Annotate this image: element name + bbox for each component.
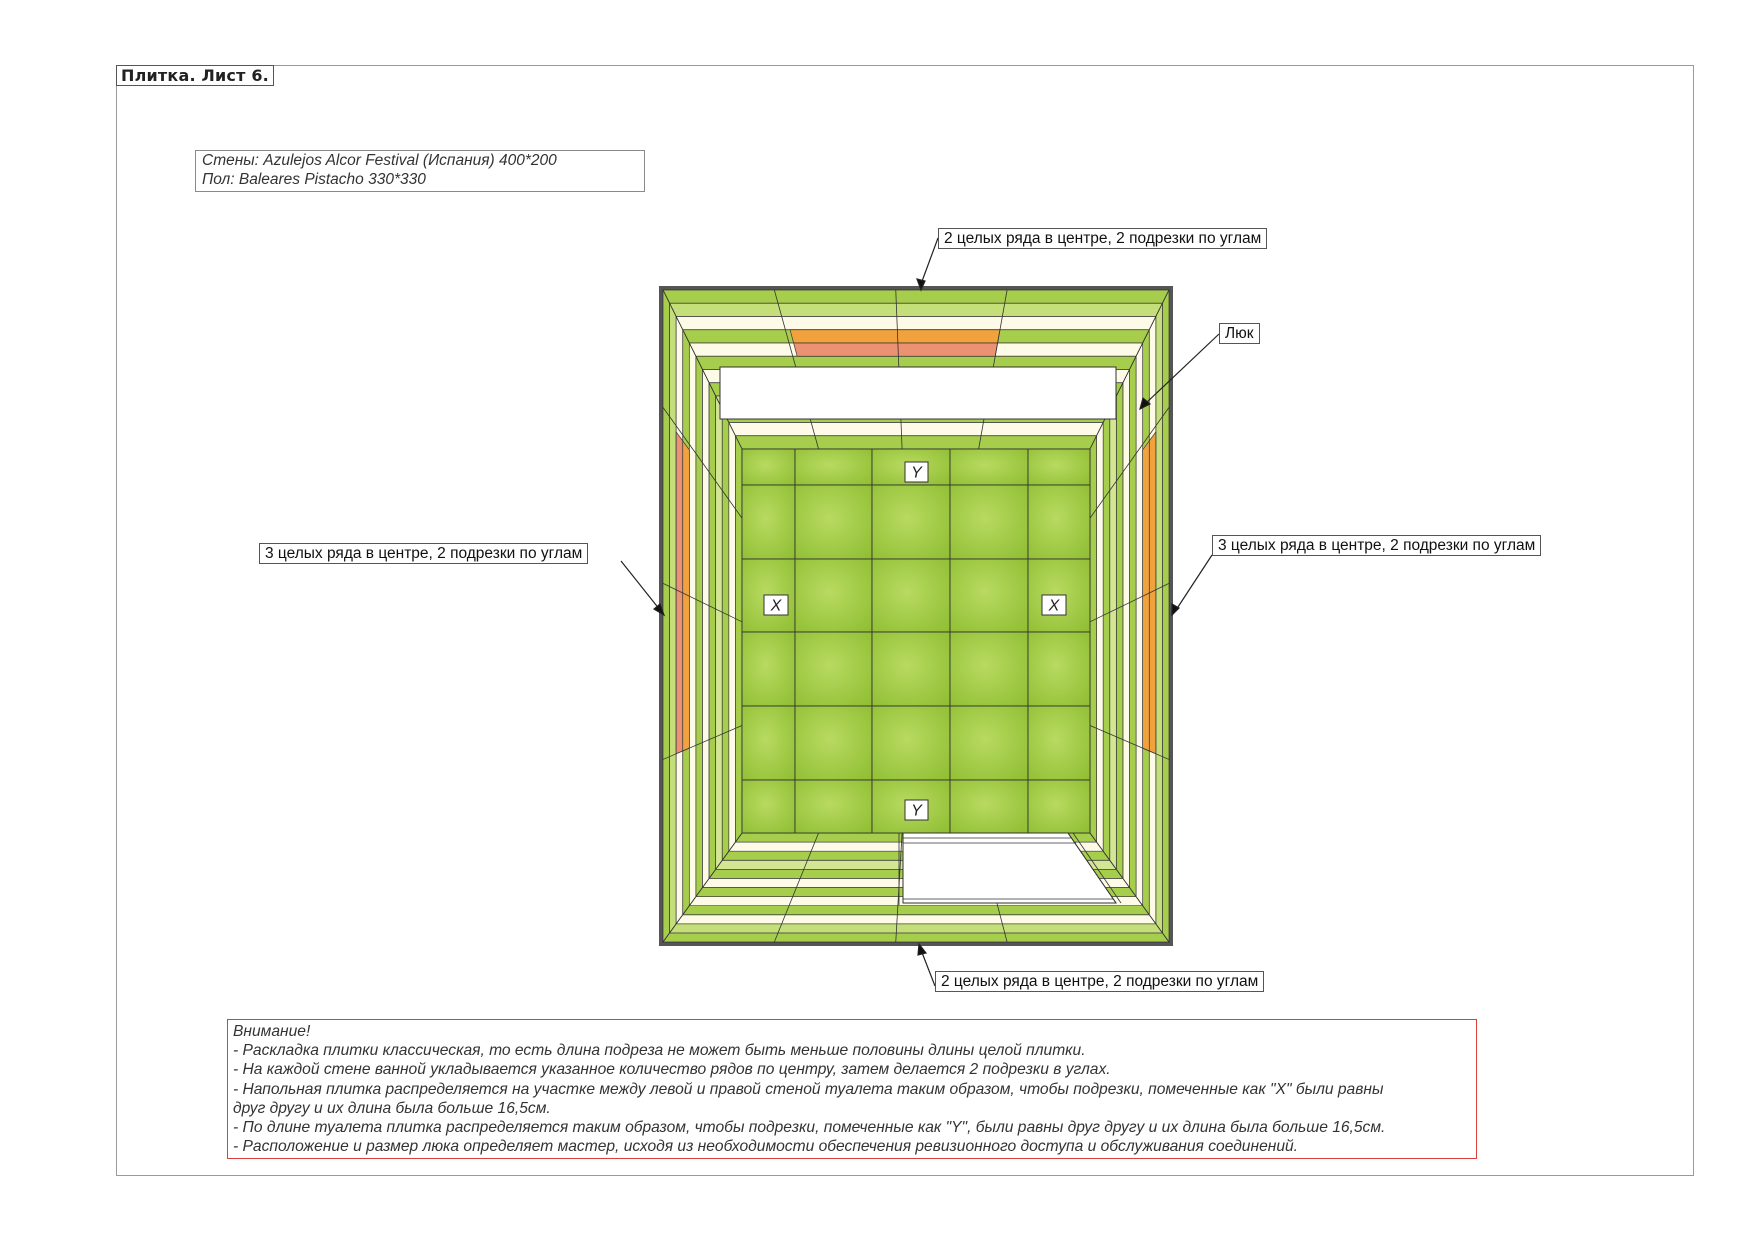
wall-tile-band <box>1116 383 1123 879</box>
floor-tile <box>872 559 950 632</box>
floor-tile <box>872 485 950 559</box>
notice-heading: Внимание! <box>233 1023 311 1040</box>
floor-material: Пол: Baleares Pistacho 330*330 <box>202 170 426 188</box>
hatch-opening <box>720 367 1116 419</box>
notice-line: - Раскладка плитки классическая, то есть длина подреза не может быть меньше половины длины целой плитки. <box>233 1042 1086 1060</box>
y-mark-bottom <box>905 800 928 820</box>
accent-tile-strip <box>794 343 998 356</box>
floor-tile <box>1028 780 1090 833</box>
floor-tile <box>950 485 1028 559</box>
sheet-title: Плитка. Лист 6. <box>116 65 274 86</box>
wall-tile-band <box>709 383 716 879</box>
wall-tile-band <box>663 933 1169 942</box>
wall-tile-band <box>1156 303 1163 933</box>
wall-tile-band <box>716 396 723 869</box>
callout-right-wall: 3 целых ряда в центре, 2 подрезки по углам <box>1212 535 1541 556</box>
wall-tile-band <box>689 343 696 906</box>
floor-tile <box>1028 706 1090 780</box>
floor-tile <box>795 559 872 632</box>
wall-tile-band <box>703 370 710 888</box>
wall-tile-band <box>663 290 670 942</box>
notice-line: - На каждой стене ванной укладывается указанное количество рядов по центру, затем делается 2 подрезки в углах. <box>233 1061 1111 1079</box>
floor-tile <box>742 485 795 559</box>
x-mark-left <box>764 595 788 615</box>
floor-tile <box>950 449 1028 485</box>
wall-tile-band <box>663 290 1169 303</box>
floor-tiles <box>742 449 1090 833</box>
wall-tile-band <box>676 915 1156 924</box>
notice-line: - Расположение и размер люка определяет мастер, исходя из необходимости обеспечения ревизионного доступа и обслуживания соединений. <box>233 1138 1298 1156</box>
wall-tile-band <box>670 303 677 933</box>
notice-line: друг другу и их длина была больше 16,5см. <box>233 1099 551 1117</box>
wall-tile-band <box>676 317 1156 330</box>
wall-tile-band <box>729 423 736 852</box>
floor-tile <box>795 706 872 780</box>
floor-tile <box>795 632 872 706</box>
notice-line: - Напольная плитка распределяется на участке между левой и правой стеной туалета таким образом, чтобы подрезки, помеченные как "X" были равны <box>233 1080 1384 1098</box>
floor-tile <box>1028 449 1090 485</box>
floor-tile <box>795 485 872 559</box>
callout-top-wall: 2 целых ряда в центре, 2 подрезки по углам <box>938 228 1267 249</box>
floor-tile <box>950 559 1028 632</box>
wall-tile-band <box>735 436 742 842</box>
accent-tile-strip <box>790 330 1000 343</box>
svg-text:X: X <box>1048 597 1060 615</box>
wall-tile-band <box>1130 356 1137 896</box>
wall-tile-band <box>683 906 1150 915</box>
wall-tile-band <box>696 356 703 896</box>
floor-tile <box>950 780 1028 833</box>
floor-tile <box>872 706 950 780</box>
callout-left-wall: 3 целых ряда в центре, 2 подрезки по углам <box>259 543 588 564</box>
svg-text:Y: Y <box>911 802 922 820</box>
floor-tile <box>795 449 872 485</box>
notice-line: - По длине туалета плитка распределяется таким образом, чтобы подрезки, помеченные как "Y", были равны друг другу и их длина была больше 16,5см. <box>233 1119 1386 1137</box>
notice-box <box>227 1019 1477 1159</box>
callout-hatch: Люк <box>1219 323 1260 344</box>
floor-tile <box>1028 632 1090 706</box>
wall-tile-band <box>1123 370 1130 888</box>
floor-tile <box>742 449 795 485</box>
callout-bottom-wall: 2 целых ряда в центре, 2 подрезки по углам <box>935 971 1264 992</box>
wall-tile-band <box>1110 396 1117 869</box>
floor-tile <box>742 780 795 833</box>
wall-tile-band <box>1136 343 1143 906</box>
wall-tile-band <box>1103 409 1110 860</box>
floor-tile <box>742 632 795 706</box>
wall-tile-band <box>1162 290 1169 942</box>
wall-tile-band <box>1097 423 1104 852</box>
floor-tile <box>950 706 1028 780</box>
walls-material: Стены: Azulejos Alcor Festival (Испания) 400*200 <box>202 152 557 169</box>
floor-tile <box>872 632 950 706</box>
svg-text:X: X <box>770 597 782 615</box>
svg-text:Y: Y <box>911 464 922 482</box>
floor-tile <box>950 632 1028 706</box>
wall-tile-band <box>670 303 1163 316</box>
wall-tile-band <box>722 409 729 860</box>
wall-tile-band <box>735 436 1096 449</box>
wall-tile-band <box>670 924 1163 933</box>
floor-tile <box>1028 485 1090 559</box>
y-mark-top <box>905 462 928 482</box>
wall-tile-band <box>1090 436 1097 842</box>
wall-tile-band <box>729 423 1103 436</box>
floor-tile <box>742 706 795 780</box>
floor-tile <box>795 780 872 833</box>
x-mark-right <box>1042 595 1066 615</box>
